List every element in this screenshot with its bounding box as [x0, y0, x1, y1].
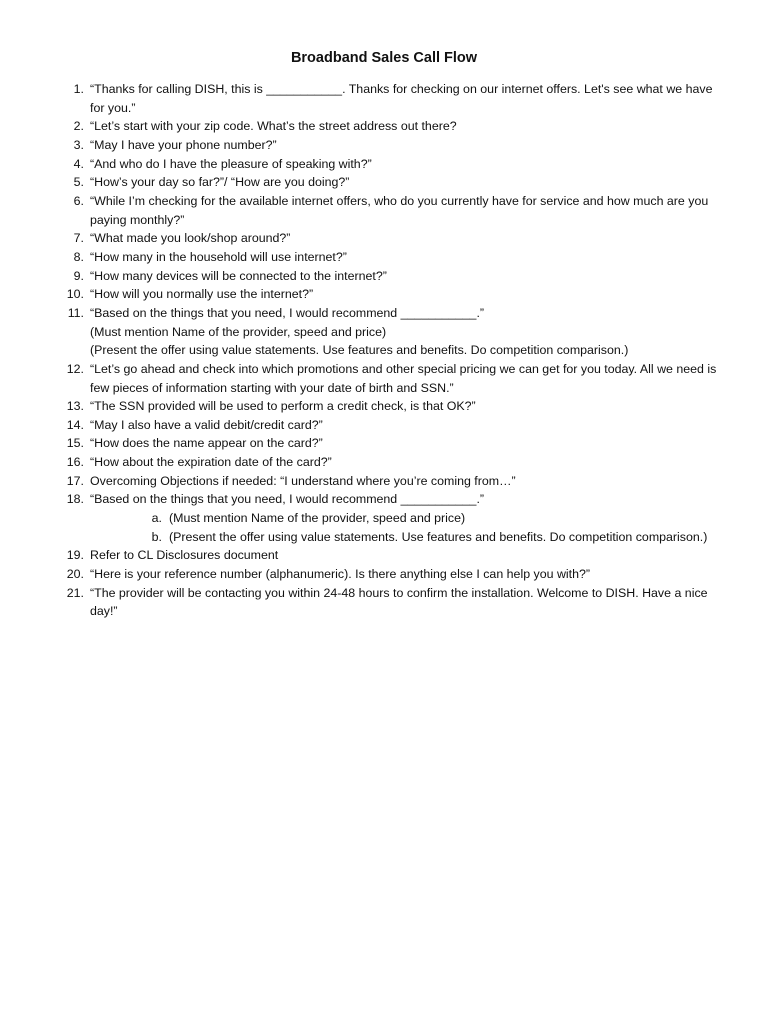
step-note: (Must mention Name of the provider, speed and price): [90, 324, 387, 339]
list-item: [56, 453, 728, 472]
step-text: “How many devices will be connected to the internet?”: [90, 268, 387, 283]
step-text: “May I have your phone number?”: [90, 137, 277, 152]
list-item: [56, 584, 728, 621]
list-item: [56, 117, 728, 136]
step-number: 3.: [73, 137, 84, 152]
step-number: 21.: [66, 585, 84, 600]
step-number: 15.: [66, 436, 84, 451]
step-number: 6.: [73, 193, 84, 208]
step-text: Refer to CL Disclosures document: [90, 548, 279, 563]
step-text: “Thanks for calling DISH, this is ___________. Thanks for checking on our internet offers. Let's see what we have for you.”: [90, 82, 713, 115]
step-text: “The SSN provided will be used to perform a credit check, is that OK?”: [90, 399, 476, 414]
step-number: 19.: [66, 548, 84, 563]
list-item: [56, 192, 728, 229]
step-number: 11.: [67, 305, 84, 320]
step-text: “How will you normally use the internet?”: [90, 287, 314, 302]
step-text: “Here is your reference number (alphanumeric). Is there anything else I can help you with?”: [90, 567, 590, 582]
step-number: 8.: [73, 249, 84, 264]
list-item: [56, 546, 728, 565]
step-number: 16.: [66, 455, 84, 470]
sub-item-letter: b.: [151, 529, 162, 544]
sub-list-item: [90, 528, 728, 547]
step-number: 4.: [73, 156, 84, 171]
list-item: [56, 173, 728, 192]
step-note: (Present the offer using value statements. Use features and benefits. Do competition comparison.): [90, 343, 629, 358]
step-text: Overcoming Objections if needed: “I understand where you’re coming from…”: [90, 473, 516, 488]
step-text: “And who do I have the pleasure of speaking with?”: [90, 156, 372, 171]
call-flow-list: [56, 80, 728, 621]
list-item: [56, 285, 728, 304]
step-number: 9.: [73, 268, 84, 283]
step-text: “Let’s start with your zip code. What’s the street address out there?: [90, 119, 457, 134]
sub-item-text: (Present the offer using value statements. Use features and benefits. Do competition comparison.): [169, 529, 708, 544]
sub-list: [90, 509, 728, 546]
list-item: [56, 248, 728, 267]
step-number: 18.: [66, 492, 84, 507]
step-text: “How many in the household will use internet?”: [90, 249, 347, 264]
step-text: “What made you look/shop around?”: [90, 231, 291, 246]
sub-list-item: [90, 509, 728, 528]
sub-item-letter: a.: [151, 511, 162, 526]
step-text: “How’s your day so far?”/ “How are you doing?”: [90, 175, 350, 190]
list-item: [56, 472, 728, 491]
step-number: 17.: [66, 473, 84, 488]
list-item: [56, 267, 728, 286]
step-number: 20.: [66, 567, 84, 582]
list-item: [56, 136, 728, 155]
list-item: [56, 434, 728, 453]
step-number: 1.: [73, 82, 84, 96]
step-text: “Let’s go ahead and check into which promotions and other special pricing we can get for you today. All we need is few pieces of information starting with your date of birth and SSN.”: [90, 361, 717, 395]
step-text: “How about the expiration date of the card?”: [90, 455, 332, 470]
step-text: “How does the name appear on the card?”: [90, 436, 323, 451]
list-item: [56, 565, 728, 584]
sub-item-text: (Must mention Name of the provider, speed and price): [169, 511, 466, 526]
step-number: 10.: [66, 287, 84, 302]
step-number: 13.: [66, 399, 84, 414]
step-number: 7.: [73, 231, 84, 246]
step-text: “Based on the things that you need, I would recommend ___________.”: [90, 492, 485, 507]
list-item: [56, 229, 728, 248]
list-item: [56, 304, 728, 360]
step-text: “While I’m checking for the available internet offers, who do you currently have for service and how much are you paying monthly?”: [90, 193, 709, 227]
list-item: [56, 80, 728, 117]
list-item: [56, 360, 728, 397]
step-text: “May I also have a valid debit/credit card?”: [90, 417, 323, 432]
list-item: [56, 397, 728, 416]
list-item: [56, 416, 728, 435]
step-number: 12.: [66, 361, 84, 376]
list-item: [56, 155, 728, 174]
list-item: [56, 490, 728, 546]
step-text: “Based on the things that you need, I would recommend ___________.”: [90, 305, 485, 320]
step-number: 14.: [66, 417, 84, 432]
step-number: 5.: [73, 175, 84, 190]
document-title: Broadband Sales Call Flow: [290, 50, 478, 66]
step-text: “The provider will be contacting you within 24-48 hours to confirm the installation. Welcome to DISH. Have a nice day!”: [90, 585, 708, 619]
step-number: 2.: [73, 119, 84, 134]
